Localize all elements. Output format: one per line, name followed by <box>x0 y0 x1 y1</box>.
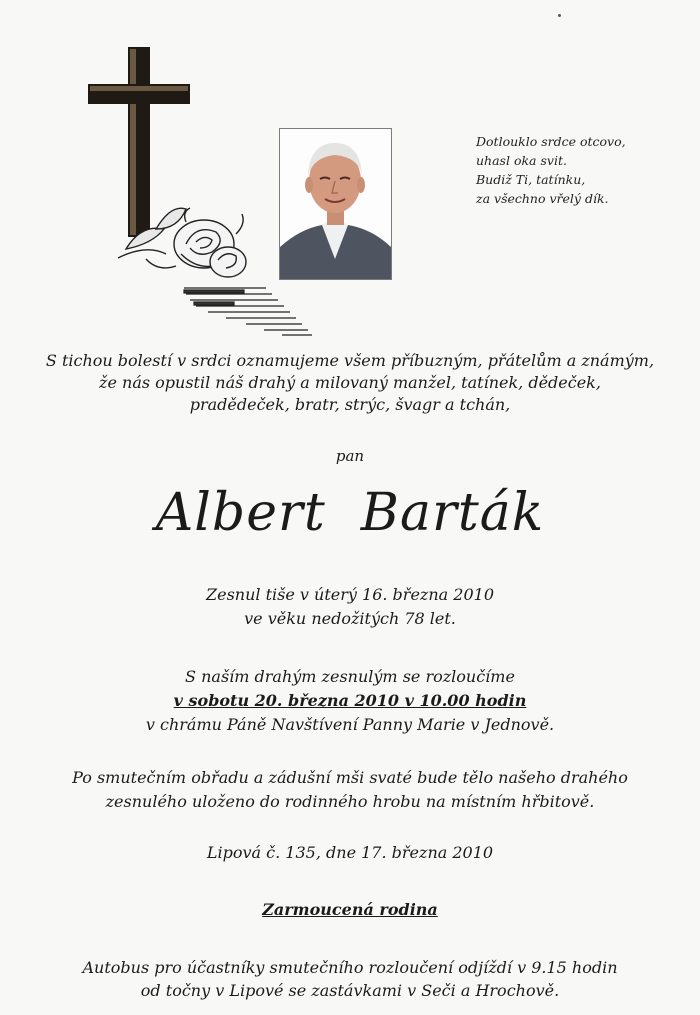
bus-info <box>0 956 700 1002</box>
cross-icon <box>88 47 190 237</box>
place-and-date: Lipová č. 135, dne 17. března 2010 <box>206 843 494 862</box>
deceased-name <box>0 478 700 548</box>
poem-line: uhasl oka svit. <box>476 153 567 168</box>
intro-line: pradědeček, bratr, strýc, švagr a tchán, <box>189 395 511 414</box>
burial-info <box>0 766 700 814</box>
bus-line: od točny v Lipové se zastávkami v Seči a Hrochově. <box>140 981 560 1000</box>
announcement-intro <box>0 350 700 416</box>
death-date-line: Zesnul tiše v úterý 16. března 2010 <box>206 585 494 604</box>
poem-line: za všechno vřelý dík. <box>476 191 609 206</box>
steps-icon <box>184 288 312 335</box>
intro-line: S tichou bolestí v srdci oznamujeme všem příbuzným, přátelům a známým, <box>45 351 655 370</box>
first-name: Albert <box>155 483 326 543</box>
age-line: ve věku nedožitých 78 let. <box>244 609 456 628</box>
bus-line: Autobus pro účastníky smutečního rozloučení odjíždí v 9.15 hodin <box>82 958 618 977</box>
death-info <box>0 583 700 631</box>
farewell-line: S naším drahým zesnulým se rozloučíme <box>185 667 515 686</box>
last-name: Barták <box>360 483 545 543</box>
scan-speck <box>558 14 561 17</box>
poem-line: Budiž Ti, tatínku, <box>476 172 586 187</box>
poem-verse <box>476 132 676 208</box>
church-line: v chrámu Páně Navštívení Panny Marie v Jednově. <box>145 715 555 734</box>
portrait-photo <box>279 128 392 280</box>
intro-line: že nás opustil náš drahý a milovaný manžel, tatínek, dědeček, <box>99 373 601 392</box>
family-signature: Zarmoucená rodina <box>262 900 438 919</box>
burial-line: zesnulého uloženo do rodinného hrobu na místním hřbitově. <box>105 792 595 811</box>
burial-line: Po smutečním obřadu a zádušní mši svaté bude tělo našeho drahého <box>72 768 628 787</box>
funeral-date: v sobotu 20. března 2010 v 10.00 hodin <box>173 691 527 710</box>
poem-line: Dotlouklo srdce otcovo, <box>476 134 626 149</box>
farewell-info <box>0 665 700 737</box>
salutation: pan <box>335 447 365 465</box>
